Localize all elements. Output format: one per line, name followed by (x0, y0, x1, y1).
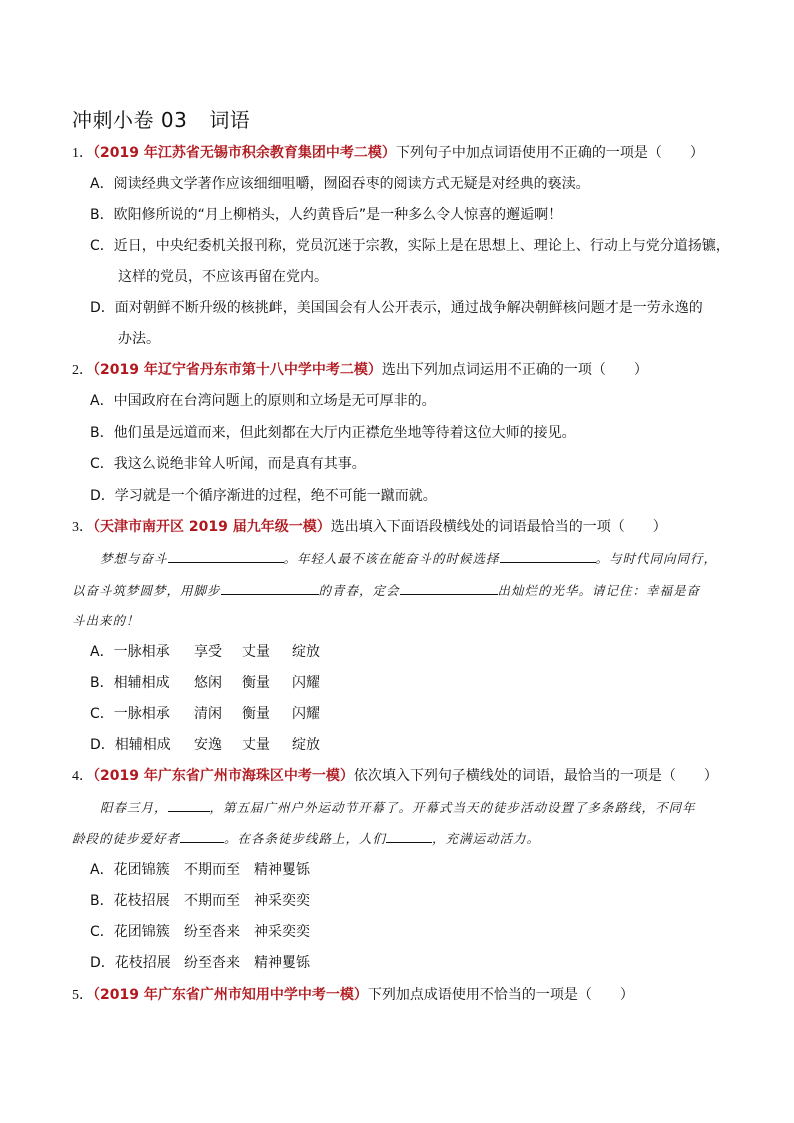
question-3-option-b: B．相辅相成 悠闲 衡量 闪耀 (90, 675, 320, 691)
page-title (72, 104, 250, 133)
question-4-passage-line-2: 龄段的徒步爱好者 。在各条徒步线路上，人们 ，充满运动活力。 (72, 828, 540, 849)
question-3-passage-line-3: 斗出来的！ (72, 613, 140, 628)
question-1-option-d: D．面对朝鲜不断升级的核挑衅，美国国会有人公开表示，通过战争解决朝鲜核问题才是一劳永逸的 (90, 300, 703, 316)
question-4-option-a: A．花团锦簇 不期而至 精神矍铄 (90, 862, 310, 878)
question-3-source: （天津市南开区 2019 届九年级一模） (93, 519, 331, 535)
question-4-stem: 4．（2019 年广东省广州市海珠区中考一模）依次填入下列句子横线处的词语，最恰当的一项是（ ） (72, 768, 718, 784)
fill-blank-3 (386, 828, 432, 843)
question-1-option-c-cont: 这样的党员，不应该再留在党内。 (118, 269, 328, 285)
question-2-stem: 2．（2019 年辽宁省丹东市第十八中学中考二模）选出下列加点词运用不正确的一项（ ） (72, 362, 648, 378)
question-1-option-b: B．欧阳修所说的“月上柳梢头，人约黄昏后”是一种多么令人惊喜的邂逅啊！ (90, 207, 563, 223)
question-3-option-a: A．一脉相承 享受 丈量 绽放 (90, 644, 320, 660)
question-1-option-a: A．阅读经典文学著作应该细细咀嚼，囫囵吞枣的阅读方式无疑是对经典的亵渎。 (90, 176, 590, 192)
question-2-option-b: B．他们虽是远道而来，但此刻都在大厅内正襟危坐地等待着这位大师的接见。 (90, 425, 576, 441)
question-5-source: （2019 年广东省广州市知用中学中考一模） (93, 987, 368, 1003)
question-1-option-d-cont: 办法。 (118, 331, 160, 347)
question-3-option-c: C．一脉相承 清闲 衡量 闪耀 (90, 706, 320, 722)
fill-blank-2 (180, 828, 224, 843)
title-topic: 词语 (209, 108, 251, 132)
question-3-passage-line-2: 以奋斗筑梦圆梦，用脚步 的青春，定会 出灿烂的光华。请记住：幸福是奋 (72, 580, 700, 601)
question-1-stem: 1．（2019 年江苏省无锡市积余教育集团中考二模）下列句子中加点词语使用不正确的一项是（ ） (72, 145, 704, 161)
fill-blank-1 (168, 797, 210, 812)
question-1-source: （2019 年江苏省无锡市积余教育集团中考二模） (93, 145, 396, 161)
question-2-option-d: D．学习就是一个循序渐进的过程，绝不可能一蹴而就。 (90, 488, 437, 504)
fill-blank-3 (221, 580, 319, 595)
question-4-passage-line-1: 阳春三月， ，第五届广州户外运动节开幕了。开幕式当天的徒步活动设置了多条路线，不同年 (100, 797, 696, 818)
fill-blank-2 (500, 548, 596, 563)
question-4-source: （2019 年广东省广州市海珠区中考一模） (93, 768, 354, 784)
fill-blank-1 (168, 548, 284, 563)
question-2-option-c: C．我这么说绝非耸人听闻，而是真有其事。 (90, 456, 366, 472)
question-3-option-d: D．相辅相成 安逸 丈量 绽放 (90, 737, 320, 753)
fill-blank-4 (400, 580, 498, 595)
title-main: 冲刺小卷 03 (72, 108, 188, 132)
question-4-option-c: C．花团锦簇 纷至沓来 神采奕奕 (90, 924, 310, 940)
question-5-stem: 5．（2019 年广东省广州市知用中学中考一模）下列加点成语使用不恰当的一项是（ ） (72, 987, 634, 1003)
question-4-option-d: D．花枝招展 纷至沓来 精神矍铄 (90, 955, 310, 971)
question-2-option-a: A．中国政府在台湾问题上的原则和立场是无可厚非的。 (90, 393, 436, 409)
question-1-option-c: C．近日，中央纪委机关报刊称，党员沉迷于宗教，实际上是在思想上、理论上、行动上与党分道扬镳， (90, 238, 730, 254)
question-2-source: （2019 年辽宁省丹东市第十八中学中考二模） (93, 362, 382, 378)
question-3-stem: 3．（天津市南开区 2019 届九年级一模）选出填入下面语段横线处的词语最恰当的一项（ ） (72, 519, 667, 535)
question-4-option-b: B．花枝招展 不期而至 神采奕奕 (90, 893, 310, 909)
question-3-passage-line-1: 梦想与奋斗 。年轻人最不该在能奋斗的时候选择 。与时代同向同行， (100, 548, 717, 569)
